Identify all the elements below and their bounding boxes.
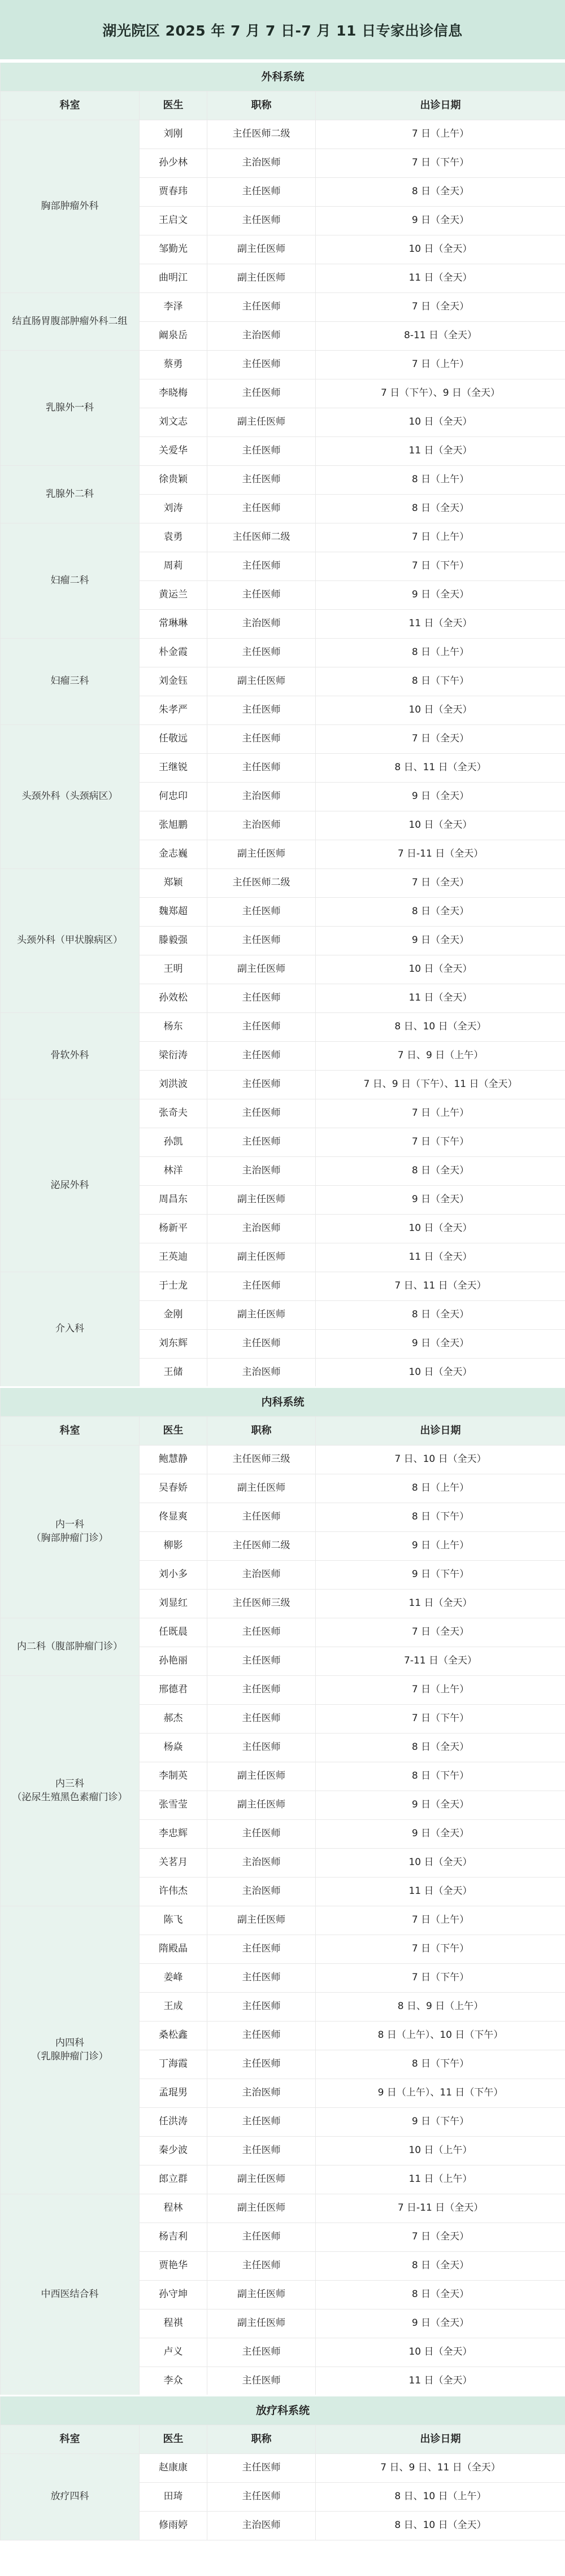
column-header-row bbox=[1, 2425, 565, 2454]
clinic-date: 9 日（全天） bbox=[316, 1791, 565, 1820]
clinic-date: 7 日（下午）、9 日（全天） bbox=[316, 379, 565, 408]
doctor-title: 主任医师 bbox=[207, 2050, 316, 2079]
clinic-date: 8 日（上午）、10 日（下午） bbox=[316, 2021, 565, 2050]
clinic-date: 10 日（全天） bbox=[316, 955, 565, 984]
doctor-name: 任既晨 bbox=[140, 1618, 207, 1647]
doctor-title: 主任医师 bbox=[207, 754, 316, 783]
table-row bbox=[1, 1013, 565, 1042]
doctor-title: 主任医师 bbox=[207, 293, 316, 322]
doctor-title: 主治医师 bbox=[207, 1878, 316, 1906]
dept-cell: 乳腺外一科 bbox=[1, 351, 140, 466]
doctor-name: 田琦 bbox=[140, 2483, 207, 2512]
clinic-date: 10 日（全天） bbox=[316, 1215, 565, 1243]
clinic-date: 8 日、9 日（上午） bbox=[316, 1993, 565, 2021]
doctor-title: 主任医师 bbox=[207, 2454, 316, 2483]
doctor-title: 副主任医师 bbox=[207, 1186, 316, 1215]
doctor-title: 副主任医师 bbox=[207, 1762, 316, 1791]
doctor-name: 鲍慧静 bbox=[140, 1446, 207, 1474]
clinic-date: 9 日（全天） bbox=[316, 1186, 565, 1215]
doctor-name: 郝杰 bbox=[140, 1705, 207, 1734]
doctor-title: 主任医师 bbox=[207, 2108, 316, 2137]
table-row bbox=[1, 639, 565, 667]
dept-cell: 骨软外科 bbox=[1, 1013, 140, 1099]
clinic-date: 8 日（下午） bbox=[316, 2050, 565, 2079]
doctor-title: 主任医师 bbox=[207, 639, 316, 667]
doctor-title: 主任医师 bbox=[207, 1099, 316, 1128]
doctor-title: 副主任医师 bbox=[207, 235, 316, 264]
clinic-date: 8 日（下午） bbox=[316, 667, 565, 696]
table-row bbox=[1, 523, 565, 552]
clinic-date: 8 日（全天） bbox=[316, 1301, 565, 1330]
doctor-name: 孙艳丽 bbox=[140, 1647, 207, 1676]
column-header-dept: 科室 bbox=[1, 91, 140, 120]
doctor-name: 杨新平 bbox=[140, 1215, 207, 1243]
doctor-name: 王继锐 bbox=[140, 754, 207, 783]
doctor-title: 副主任医师 bbox=[207, 408, 316, 437]
clinic-date: 8 日（全天） bbox=[316, 2281, 565, 2309]
doctor-name: 任敬远 bbox=[140, 725, 207, 754]
doctor-title: 主任医师 bbox=[207, 1042, 316, 1071]
doctor-name: 李泽 bbox=[140, 293, 207, 322]
clinic-date: 9 日（全天） bbox=[316, 783, 565, 811]
doctor-title: 主任医师 bbox=[207, 2137, 316, 2165]
doctor-name: 秦少波 bbox=[140, 2137, 207, 2165]
doctor-name: 郑颖 bbox=[140, 869, 207, 898]
clinic-date: 7 日、9 日、11 日（全天） bbox=[316, 2454, 565, 2483]
column-header-dept: 科室 bbox=[1, 2425, 140, 2454]
doctor-name: 刘小多 bbox=[140, 1561, 207, 1590]
clinic-date: 7 日、10 日（全天） bbox=[316, 1446, 565, 1474]
doctor-title: 主任医师 bbox=[207, 495, 316, 523]
doctor-name: 金志巍 bbox=[140, 840, 207, 869]
doctor-title: 副主任医师 bbox=[207, 955, 316, 984]
doctor-title: 主任医师 bbox=[207, 1272, 316, 1301]
doctor-title: 主治医师 bbox=[207, 811, 316, 840]
clinic-date: 9 日（全天） bbox=[316, 1330, 565, 1359]
table-row bbox=[1, 1446, 565, 1474]
section-title: 外科系统 bbox=[1, 62, 565, 91]
section-title: 放疗科系统 bbox=[1, 2396, 565, 2425]
doctor-name: 梁衍涛 bbox=[140, 1042, 207, 1071]
dept-cell: 胸部肿瘤外科 bbox=[1, 120, 140, 293]
doctor-name: 张旭鹏 bbox=[140, 811, 207, 840]
clinic-date: 11 日（全天） bbox=[316, 437, 565, 466]
clinic-date: 11 日（全天） bbox=[316, 2367, 565, 2396]
dept-cell: 头颈外科（头颈病区） bbox=[1, 725, 140, 869]
doctor-name: 张奇夫 bbox=[140, 1099, 207, 1128]
doctor-name: 孙效松 bbox=[140, 984, 207, 1013]
clinic-date: 7 日（上午） bbox=[316, 1099, 565, 1128]
table-row bbox=[1, 869, 565, 898]
doctor-name: 邢德君 bbox=[140, 1676, 207, 1705]
clinic-date: 8 日（上午） bbox=[316, 1474, 565, 1503]
doctor-name: 黄运兰 bbox=[140, 581, 207, 610]
column-header-row bbox=[1, 91, 565, 120]
doctor-title: 主任医师 bbox=[207, 581, 316, 610]
doctor-name: 魏郑超 bbox=[140, 898, 207, 927]
doctor-title: 主任医师 bbox=[207, 1128, 316, 1157]
doctor-title: 主任医师 bbox=[207, 1705, 316, 1734]
doctor-name: 刘涛 bbox=[140, 495, 207, 523]
column-header-doctor: 医生 bbox=[140, 2425, 207, 2454]
doctor-name: 赵康康 bbox=[140, 2454, 207, 2483]
doctor-name: 杨吉利 bbox=[140, 2223, 207, 2252]
clinic-date: 10 日（全天） bbox=[316, 235, 565, 264]
doctor-title: 主任医师二级 bbox=[207, 869, 316, 898]
clinic-date: 11 日（全天） bbox=[316, 1590, 565, 1618]
doctor-name: 林洋 bbox=[140, 1157, 207, 1186]
doctor-title: 主任医师 bbox=[207, 1734, 316, 1762]
column-header-date: 出诊日期 bbox=[316, 91, 565, 120]
clinic-date: 9 日（全天） bbox=[316, 927, 565, 955]
doctor-title: 主任医师 bbox=[207, 1330, 316, 1359]
doctor-title: 副主任医师 bbox=[207, 264, 316, 293]
doctor-title: 主治医师 bbox=[207, 1849, 316, 1878]
clinic-date: 9 日（下午） bbox=[316, 1561, 565, 1590]
doctor-name: 丁海霞 bbox=[140, 2050, 207, 2079]
clinic-date: 7 日（下午） bbox=[316, 149, 565, 178]
doctor-title: 主任医师 bbox=[207, 984, 316, 1013]
doctor-title: 主任医师 bbox=[207, 351, 316, 379]
doctor-title: 主任医师 bbox=[207, 2252, 316, 2281]
doctor-name: 关爱华 bbox=[140, 437, 207, 466]
clinic-date: 10 日（全天） bbox=[316, 1359, 565, 1387]
table-row bbox=[1, 1906, 565, 1935]
doctor-title: 副主任医师 bbox=[207, 2165, 316, 2194]
clinic-date: 9 日（全天） bbox=[316, 1820, 565, 1849]
doctor-title: 主任医师 bbox=[207, 207, 316, 235]
doctor-title: 主任医师二级 bbox=[207, 523, 316, 552]
clinic-date: 7 日、9 日（上午） bbox=[316, 1042, 565, 1071]
dept-cell: 内三科 （泌尿生殖黑色素瘤门诊） bbox=[1, 1676, 140, 1906]
doctor-title: 副主任医师 bbox=[207, 2194, 316, 2223]
dept-cell: 内二科（腹部肿瘤门诊） bbox=[1, 1618, 140, 1676]
column-header-row bbox=[1, 1417, 565, 1446]
doctor-name: 程祺 bbox=[140, 2309, 207, 2338]
doctor-name: 关茗月 bbox=[140, 1849, 207, 1878]
clinic-date: 7 日、9 日（下午）、11 日（全天） bbox=[316, 1071, 565, 1099]
dept-cell: 妇瘤二科 bbox=[1, 523, 140, 639]
clinic-date: 7-11 日（全天） bbox=[316, 1647, 565, 1676]
clinic-date: 7 日（上午） bbox=[316, 1906, 565, 1935]
doctor-name: 滕毅强 bbox=[140, 927, 207, 955]
clinic-date: 7 日（下午） bbox=[316, 1964, 565, 1993]
doctor-name: 曲明江 bbox=[140, 264, 207, 293]
table-row bbox=[1, 725, 565, 754]
clinic-date: 7 日（下午） bbox=[316, 1128, 565, 1157]
clinic-date: 7 日（下午） bbox=[316, 1705, 565, 1734]
clinic-date: 7 日（下午） bbox=[316, 1935, 565, 1964]
doctor-title: 主治医师 bbox=[207, 1157, 316, 1186]
doctor-title: 主任医师 bbox=[207, 927, 316, 955]
doctor-title: 主任医师 bbox=[207, 2223, 316, 2252]
clinic-date: 9 日（上午）、11 日（下午） bbox=[316, 2079, 565, 2108]
doctor-name: 姜峰 bbox=[140, 1964, 207, 1993]
doctor-title: 主任医师 bbox=[207, 1964, 316, 1993]
clinic-date: 9 日（上午） bbox=[316, 1532, 565, 1561]
doctor-name: 杨焱 bbox=[140, 1734, 207, 1762]
doctor-title: 主任医师 bbox=[207, 2338, 316, 2367]
column-header-date: 出诊日期 bbox=[316, 1417, 565, 1446]
doctor-name: 孙守坤 bbox=[140, 2281, 207, 2309]
clinic-date: 8 日（全天） bbox=[316, 178, 565, 207]
section-header bbox=[1, 62, 565, 91]
doctor-name: 卢义 bbox=[140, 2338, 207, 2367]
doctor-name: 孙少林 bbox=[140, 149, 207, 178]
doctor-name: 桑松鑫 bbox=[140, 2021, 207, 2050]
dept-cell: 内四科 （乳腺肿瘤门诊） bbox=[1, 1906, 140, 2194]
doctor-name: 常琳琳 bbox=[140, 610, 207, 639]
table-row bbox=[1, 1099, 565, 1128]
clinic-date: 7 日、11 日（全天） bbox=[316, 1272, 565, 1301]
doctor-title: 主任医师 bbox=[207, 1993, 316, 2021]
doctor-title: 副主任医师 bbox=[207, 667, 316, 696]
doctor-name: 许伟杰 bbox=[140, 1878, 207, 1906]
doctor-title: 主任医师 bbox=[207, 466, 316, 495]
doctor-title: 主任医师 bbox=[207, 2021, 316, 2050]
doctor-name: 李众 bbox=[140, 2367, 207, 2396]
clinic-date: 7 日（全天） bbox=[316, 725, 565, 754]
doctor-title: 主任医师 bbox=[207, 379, 316, 408]
doctor-name: 李制英 bbox=[140, 1762, 207, 1791]
doctor-title: 副主任医师 bbox=[207, 1791, 316, 1820]
clinic-date: 8 日（全天） bbox=[316, 495, 565, 523]
doctor-title: 主任医师 bbox=[207, 898, 316, 927]
clinic-date: 8 日（全天） bbox=[316, 898, 565, 927]
doctor-name: 贾春玮 bbox=[140, 178, 207, 207]
table-row bbox=[1, 2454, 565, 2483]
doctor-title: 主治医师 bbox=[207, 610, 316, 639]
doctor-name: 王成 bbox=[140, 1993, 207, 2021]
clinic-date: 8 日（全天） bbox=[316, 2252, 565, 2281]
clinic-date: 10 日（全天） bbox=[316, 811, 565, 840]
doctor-title: 主任医师 bbox=[207, 437, 316, 466]
table-row bbox=[1, 1272, 565, 1301]
clinic-date: 10 日（全天） bbox=[316, 408, 565, 437]
clinic-date: 8 日（下午） bbox=[316, 1762, 565, 1791]
doctor-title: 主任医师 bbox=[207, 1618, 316, 1647]
doctor-title: 副主任医师 bbox=[207, 1243, 316, 1272]
doctor-title: 副主任医师 bbox=[207, 1474, 316, 1503]
clinic-date: 9 日（全天） bbox=[316, 2309, 565, 2338]
doctor-name: 于士龙 bbox=[140, 1272, 207, 1301]
schedule-content bbox=[0, 61, 565, 2540]
doctor-name: 袁勇 bbox=[140, 523, 207, 552]
doctor-name: 陈飞 bbox=[140, 1906, 207, 1935]
clinic-date: 7 日（下午） bbox=[316, 552, 565, 581]
doctor-name: 杨东 bbox=[140, 1013, 207, 1042]
doctor-title: 主治医师 bbox=[207, 149, 316, 178]
clinic-date: 7 日（上午） bbox=[316, 523, 565, 552]
doctor-title: 副主任医师 bbox=[207, 2309, 316, 2338]
doctor-name: 刘洪波 bbox=[140, 1071, 207, 1099]
dept-cell: 泌尿外科 bbox=[1, 1099, 140, 1272]
clinic-date: 7 日（上午） bbox=[316, 120, 565, 149]
clinic-date: 11 日（全天） bbox=[316, 610, 565, 639]
column-header-date: 出诊日期 bbox=[316, 2425, 565, 2454]
doctor-title: 主任医师 bbox=[207, 2483, 316, 2512]
dept-cell: 介入科 bbox=[1, 1272, 140, 1387]
clinic-date: 7 日（上午） bbox=[316, 351, 565, 379]
table-row bbox=[1, 1618, 565, 1647]
column-header-dept: 科室 bbox=[1, 1417, 140, 1446]
doctor-title: 主任医师三级 bbox=[207, 1590, 316, 1618]
doctor-name: 王明 bbox=[140, 955, 207, 984]
doctor-name: 李忠辉 bbox=[140, 1820, 207, 1849]
clinic-date: 9 日（全天） bbox=[316, 207, 565, 235]
doctor-title: 主治医师 bbox=[207, 2079, 316, 2108]
doctor-name: 柳影 bbox=[140, 1532, 207, 1561]
doctor-name: 郎立群 bbox=[140, 2165, 207, 2194]
doctor-title: 主任医师二级 bbox=[207, 1532, 316, 1561]
doctor-title: 主任医师 bbox=[207, 1013, 316, 1042]
column-header-doctor: 医生 bbox=[140, 1417, 207, 1446]
dept-cell: 内一科 （胸部肿瘤门诊） bbox=[1, 1446, 140, 1618]
doctor-title: 主任医师 bbox=[207, 552, 316, 581]
column-header-title: 职称 bbox=[207, 91, 316, 120]
schedule-body bbox=[1, 62, 565, 2540]
doctor-title: 副主任医师 bbox=[207, 1906, 316, 1935]
clinic-date: 7 日（全天） bbox=[316, 869, 565, 898]
doctor-title: 副主任医师 bbox=[207, 1301, 316, 1330]
clinic-date: 9 日（下午） bbox=[316, 2108, 565, 2137]
doctor-name: 何忠印 bbox=[140, 783, 207, 811]
table-row bbox=[1, 351, 565, 379]
column-header-doctor: 医生 bbox=[140, 91, 207, 120]
doctor-title: 主治医师 bbox=[207, 2512, 316, 2540]
doctor-name: 周昌东 bbox=[140, 1186, 207, 1215]
section-header bbox=[1, 2396, 565, 2425]
clinic-date: 8 日、10 日（全天） bbox=[316, 1013, 565, 1042]
clinic-date: 11 日（全天） bbox=[316, 1878, 565, 1906]
doctor-name: 王储 bbox=[140, 1359, 207, 1387]
clinic-date: 7 日-11 日（全天） bbox=[316, 2194, 565, 2223]
doctor-name: 李晓梅 bbox=[140, 379, 207, 408]
clinic-date: 8 日（上午） bbox=[316, 639, 565, 667]
clinic-date: 8 日（全天） bbox=[316, 1157, 565, 1186]
clinic-date: 10 日（上午） bbox=[316, 2137, 565, 2165]
doctor-title: 主任医师三级 bbox=[207, 1446, 316, 1474]
doctor-title: 主治医师 bbox=[207, 1359, 316, 1387]
dept-cell: 妇瘤三科 bbox=[1, 639, 140, 725]
doctor-name: 刘文志 bbox=[140, 408, 207, 437]
doctor-name: 孙凯 bbox=[140, 1128, 207, 1157]
doctor-name: 周莉 bbox=[140, 552, 207, 581]
table-row bbox=[1, 466, 565, 495]
doctor-name: 王英迪 bbox=[140, 1243, 207, 1272]
doctor-name: 隋殿晶 bbox=[140, 1935, 207, 1964]
clinic-date: 11 日（全天） bbox=[316, 984, 565, 1013]
doctor-title: 主任医师 bbox=[207, 2367, 316, 2396]
clinic-date: 9 日（全天） bbox=[316, 581, 565, 610]
doctor-title: 主治医师 bbox=[207, 1215, 316, 1243]
doctor-title: 主治医师 bbox=[207, 322, 316, 351]
clinic-date: 8 日、10 日（全天） bbox=[316, 2512, 565, 2540]
doctor-name: 孟琨男 bbox=[140, 2079, 207, 2108]
doctor-title: 主任医师 bbox=[207, 1935, 316, 1964]
doctor-title: 主任医师二级 bbox=[207, 120, 316, 149]
clinic-date: 11 日（上午） bbox=[316, 2165, 565, 2194]
page-title: 湖光院区 2025 年 7 月 7 日-7 月 11 日专家出诊信息 bbox=[0, 0, 565, 61]
clinic-date: 10 日（全天） bbox=[316, 2338, 565, 2367]
doctor-title: 副主任医师 bbox=[207, 2281, 316, 2309]
doctor-title: 主治医师 bbox=[207, 783, 316, 811]
dept-cell: 结直肠胃腹部肿瘤外科二组 bbox=[1, 293, 140, 351]
table-row bbox=[1, 1676, 565, 1705]
clinic-date: 11 日（全天） bbox=[316, 264, 565, 293]
doctor-title: 主任医师 bbox=[207, 1071, 316, 1099]
doctor-name: 蔡勇 bbox=[140, 351, 207, 379]
dept-cell: 中西医结合科 bbox=[1, 2194, 140, 2396]
doctor-title: 主任医师 bbox=[207, 1503, 316, 1532]
doctor-name: 任洪涛 bbox=[140, 2108, 207, 2137]
doctor-title: 主任医师 bbox=[207, 725, 316, 754]
doctor-name: 邹勤光 bbox=[140, 235, 207, 264]
column-header-title: 职称 bbox=[207, 1417, 316, 1446]
clinic-date: 10 日（全天） bbox=[316, 696, 565, 725]
table-row bbox=[1, 120, 565, 149]
doctor-name: 张雪莹 bbox=[140, 1791, 207, 1820]
schedule-table bbox=[0, 61, 565, 2540]
section-header bbox=[1, 1387, 565, 1417]
doctor-name: 朱孝严 bbox=[140, 696, 207, 725]
doctor-name: 金刚 bbox=[140, 1301, 207, 1330]
clinic-date: 8 日、11 日（全天） bbox=[316, 754, 565, 783]
dept-cell: 放疗四科 bbox=[1, 2454, 140, 2540]
doctor-name: 修雨婷 bbox=[140, 2512, 207, 2540]
clinic-date: 8 日（上午） bbox=[316, 466, 565, 495]
doctor-name: 吴春娇 bbox=[140, 1474, 207, 1503]
doctor-name: 刘东辉 bbox=[140, 1330, 207, 1359]
clinic-date: 11 日（全天） bbox=[316, 1243, 565, 1272]
doctor-title: 主任医师 bbox=[207, 1647, 316, 1676]
column-header-title: 职称 bbox=[207, 2425, 316, 2454]
doctor-name: 程林 bbox=[140, 2194, 207, 2223]
section-title: 内科系统 bbox=[1, 1387, 565, 1417]
clinic-date: 8-11 日（全天） bbox=[316, 322, 565, 351]
doctor-name: 贾艳华 bbox=[140, 2252, 207, 2281]
clinic-date: 7 日（上午） bbox=[316, 1676, 565, 1705]
doctor-name: 阚泉岳 bbox=[140, 322, 207, 351]
doctor-name: 朴金霞 bbox=[140, 639, 207, 667]
dept-cell: 乳腺外二科 bbox=[1, 466, 140, 523]
clinic-date: 8 日、10 日（上午） bbox=[316, 2483, 565, 2512]
clinic-date: 10 日（全天） bbox=[316, 1849, 565, 1878]
doctor-title: 主治医师 bbox=[207, 1561, 316, 1590]
doctor-name: 王启文 bbox=[140, 207, 207, 235]
dept-cell: 头颈外科（甲状腺病区） bbox=[1, 869, 140, 1013]
table-row bbox=[1, 293, 565, 322]
doctor-title: 主任医师 bbox=[207, 1820, 316, 1849]
doctor-name: 佟显爽 bbox=[140, 1503, 207, 1532]
doctor-name: 徐贵颖 bbox=[140, 466, 207, 495]
clinic-date: 8 日（下午） bbox=[316, 1503, 565, 1532]
doctor-title: 副主任医师 bbox=[207, 840, 316, 869]
doctor-title: 主任医师 bbox=[207, 1676, 316, 1705]
clinic-date: 8 日（全天） bbox=[316, 1734, 565, 1762]
doctor-title: 主任医师 bbox=[207, 696, 316, 725]
clinic-date: 7 日-11 日（全天） bbox=[316, 840, 565, 869]
doctor-name: 刘刚 bbox=[140, 120, 207, 149]
table-row bbox=[1, 2194, 565, 2223]
doctor-title: 主任医师 bbox=[207, 178, 316, 207]
clinic-date: 7 日（全天） bbox=[316, 2223, 565, 2252]
clinic-date: 7 日（全天） bbox=[316, 1618, 565, 1647]
doctor-name: 刘金钰 bbox=[140, 667, 207, 696]
doctor-name: 刘显红 bbox=[140, 1590, 207, 1618]
clinic-date: 7 日（全天） bbox=[316, 293, 565, 322]
